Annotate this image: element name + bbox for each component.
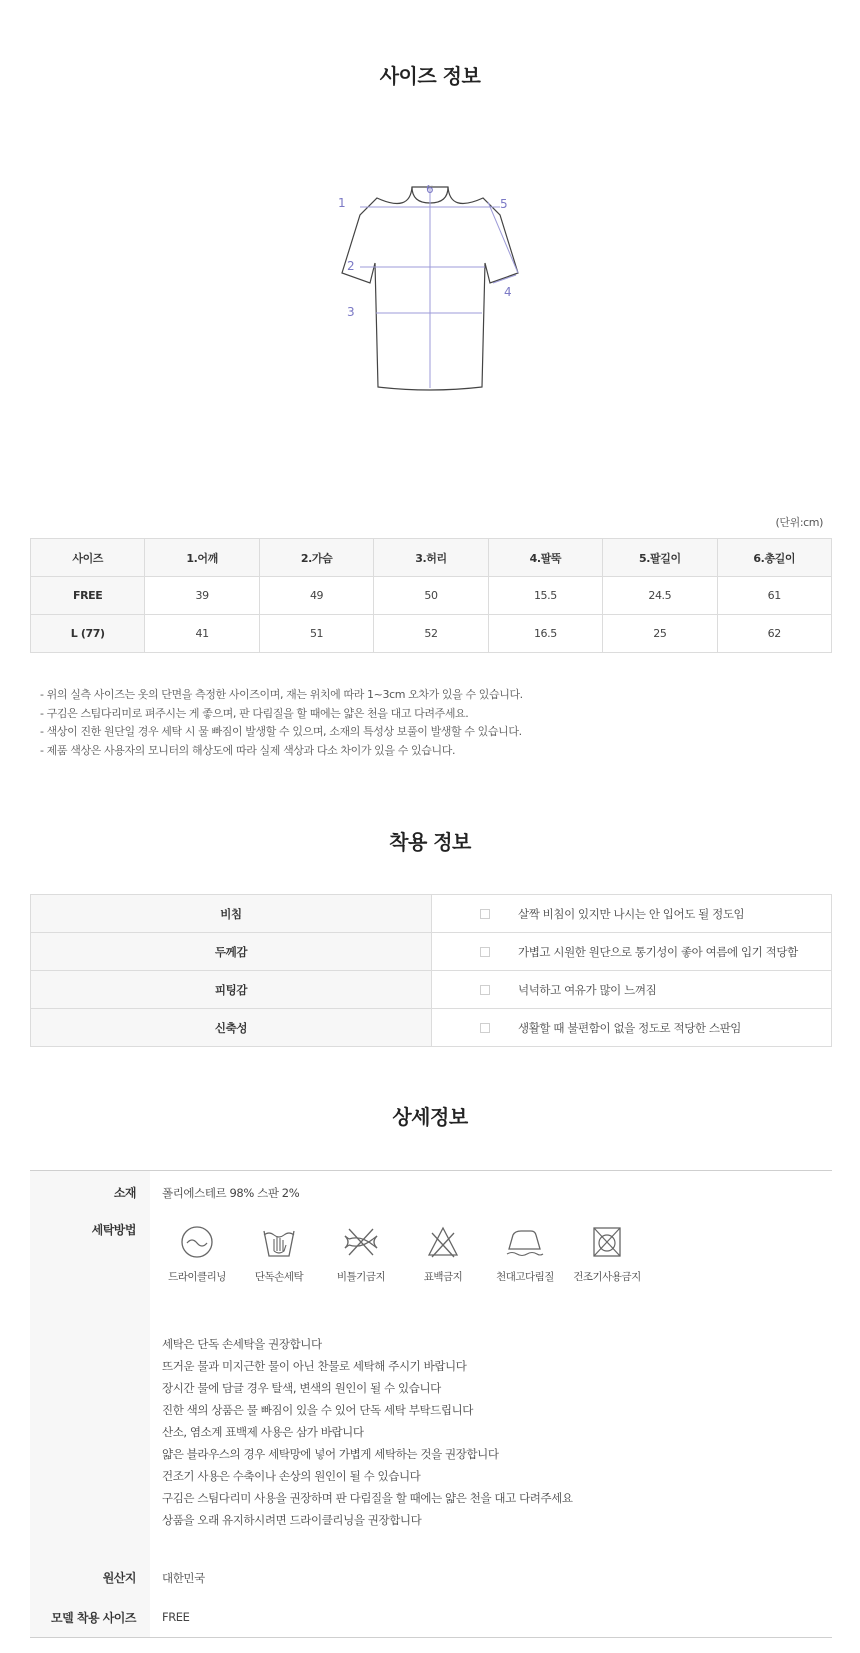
tshirt-size-diagram: [330, 185, 530, 415]
care-text-line: 세탁은 단독 손세탁을 권장합니다: [162, 1337, 322, 1351]
table-cell: 39: [145, 577, 259, 615]
table-cell: 61: [717, 577, 831, 615]
table-row: [31, 971, 832, 1009]
diagram-label-6: 6: [426, 185, 434, 196]
material-value: 폴리에스테르 98% 스판 2%: [162, 1186, 300, 1200]
care-text-line: 산소, 염소계 표백제 사용은 삼가 바랍니다: [162, 1425, 364, 1439]
wash-label: 세탁방법: [30, 1211, 150, 1557]
header-chest: 2.가슴: [259, 539, 373, 577]
care-item: [238, 1225, 320, 1284]
fit-label: 두께감: [31, 933, 432, 971]
table-cell: 51: [259, 615, 373, 653]
table-row: [31, 933, 832, 971]
size-table-header: [31, 539, 832, 577]
care-instructions: [156, 1284, 832, 1531]
care-item: [320, 1225, 402, 1284]
table-cell: 50: [374, 577, 488, 615]
table-cell: 24.5: [603, 577, 717, 615]
origin-row: [30, 1557, 832, 1597]
table-cell: 62: [717, 615, 831, 653]
no-tumble-dry-icon: [590, 1225, 624, 1259]
model-size-row: [30, 1597, 832, 1637]
care-item: [566, 1225, 648, 1284]
care-text-line: 뜨거운 물과 미지근한 물이 아닌 찬물로 세탁해 주시기 바랍니다: [162, 1359, 467, 1373]
header-waist: 3.허리: [374, 539, 488, 577]
fit-value: 살짝 비침이 있지만 나시는 안 입어도 될 정도임: [518, 906, 745, 921]
fit-value: 생활할 때 불편함이 없을 정도로 적당한 스판임: [518, 1020, 742, 1035]
care-text-line: 건조기 사용은 수축이나 손상의 원인이 될 수 있습니다: [162, 1469, 421, 1483]
diagram-label-2: 2: [347, 259, 355, 273]
table-row: [31, 577, 832, 615]
fit-table: [30, 894, 832, 1047]
care-label: 건조기사용금지: [573, 1271, 641, 1283]
fit-value: 넉넉하고 여유가 많이 느껴짐: [518, 982, 657, 997]
care-item: [402, 1225, 484, 1284]
model-size-value: FREE: [162, 1610, 190, 1624]
header-sleeve-length: 5.팔길이: [603, 539, 717, 577]
detail-table: [30, 1170, 832, 1638]
note-line: - 구김은 스팀다리미로 펴주시는 게 좋으며, 판 다림질을 할 때에는 얇은 천을 대고 다려주세요.: [40, 706, 469, 720]
unit-label: (단위:cm): [775, 516, 823, 529]
care-label: 단독손세탁: [254, 1271, 304, 1283]
detail-info-title: 상세정보: [392, 1105, 468, 1129]
header-size: 사이즈: [31, 539, 145, 577]
table-row: [31, 895, 832, 933]
care-label: 비틀기금지: [336, 1271, 386, 1283]
row-size: FREE: [31, 577, 145, 615]
table-row: [31, 1009, 832, 1047]
note-line: - 제품 색상은 사용자의 모니터의 해상도에 따라 실제 색상과 다소 차이가 있을 수 있습니다.: [40, 743, 456, 757]
care-item: [484, 1225, 566, 1284]
header-arm-width: 4.팔뚝: [488, 539, 602, 577]
origin-value: 대한민국: [162, 1571, 205, 1585]
model-size-label: 모델 착용 사이즈: [30, 1597, 150, 1637]
size-notes: [40, 686, 523, 760]
header-shoulder: 1.어깨: [145, 539, 259, 577]
checkbox[interactable]: [480, 947, 490, 957]
hand-wash-icon: [262, 1225, 296, 1259]
care-text-line: 구김은 스팀다리미 사용을 권장하며 판 다림질을 할 때에는 얇은 천을 대고 다려주세요: [162, 1491, 573, 1505]
row-size: L (77): [31, 615, 145, 653]
header-total-length: 6.총길이: [717, 539, 831, 577]
table-row: [31, 615, 832, 653]
table-cell: 16.5: [488, 615, 602, 653]
no-bleach-icon: [426, 1225, 460, 1259]
size-info-title: 사이즈 정보: [379, 64, 481, 88]
fit-info-title: 착용 정보: [389, 830, 471, 854]
no-wring-icon: [341, 1225, 381, 1259]
table-cell: 52: [374, 615, 488, 653]
table-cell: 25: [603, 615, 717, 653]
care-item: [156, 1225, 238, 1284]
table-cell: 15.5: [488, 577, 602, 615]
checkbox[interactable]: [480, 909, 490, 919]
care-text-line: 얇은 블라우스의 경우 세탁망에 넣어 가볍게 세탁하는 것을 권장합니다: [162, 1447, 499, 1461]
care-text-line: 진한 색의 상품은 물 빠짐이 있을 수 있어 단독 세탁 부탁드립니다: [162, 1403, 473, 1417]
wash-row: [30, 1211, 832, 1557]
material-row: [30, 1171, 832, 1211]
diagram-label-4: 4: [504, 285, 512, 299]
fit-label: 비침: [31, 895, 432, 933]
origin-label: 원산지: [30, 1557, 150, 1597]
checkbox[interactable]: [480, 1023, 490, 1033]
dry-clean-icon: [180, 1225, 214, 1259]
care-label: 천대고다림질: [496, 1271, 554, 1283]
diagram-label-1: 1: [338, 196, 346, 210]
fit-value: 가볍고 시원한 원단으로 통기성이 좋아 여름에 입기 적당함: [518, 944, 798, 959]
table-cell: 41: [145, 615, 259, 653]
care-icons: [156, 1211, 832, 1284]
fit-label: 신축성: [31, 1009, 432, 1047]
note-line: - 색상이 진한 원단일 경우 세탁 시 물 빠짐이 발생할 수 있으며, 소재의 특성상 보풀이 발생할 수 있습니다.: [40, 725, 522, 738]
note-line: - 위의 실측 사이즈는 옷의 단면을 측정한 사이즈이며, 재는 위치에 따라 1~3cm 오차가 있을 수 있습니다.: [40, 688, 523, 701]
size-table: [30, 538, 832, 653]
diagram-label-5: 5: [500, 197, 508, 211]
material-label: 소재: [30, 1171, 150, 1211]
care-text-line: 상품을 오래 유지하시려면 드라이클리닝을 권장합니다: [162, 1513, 422, 1527]
fit-label: 피팅감: [31, 971, 432, 1009]
table-cell: 49: [259, 577, 373, 615]
care-label: 드라이클리닝: [168, 1271, 226, 1283]
care-text-line: 장시간 물에 담글 경우 탈색, 변색의 원인이 될 수 있습니다: [162, 1381, 441, 1395]
iron-cloth-icon: [505, 1225, 545, 1259]
checkbox[interactable]: [480, 985, 490, 995]
diagram-label-3: 3: [347, 305, 355, 319]
care-label: 표백금지: [423, 1271, 463, 1283]
